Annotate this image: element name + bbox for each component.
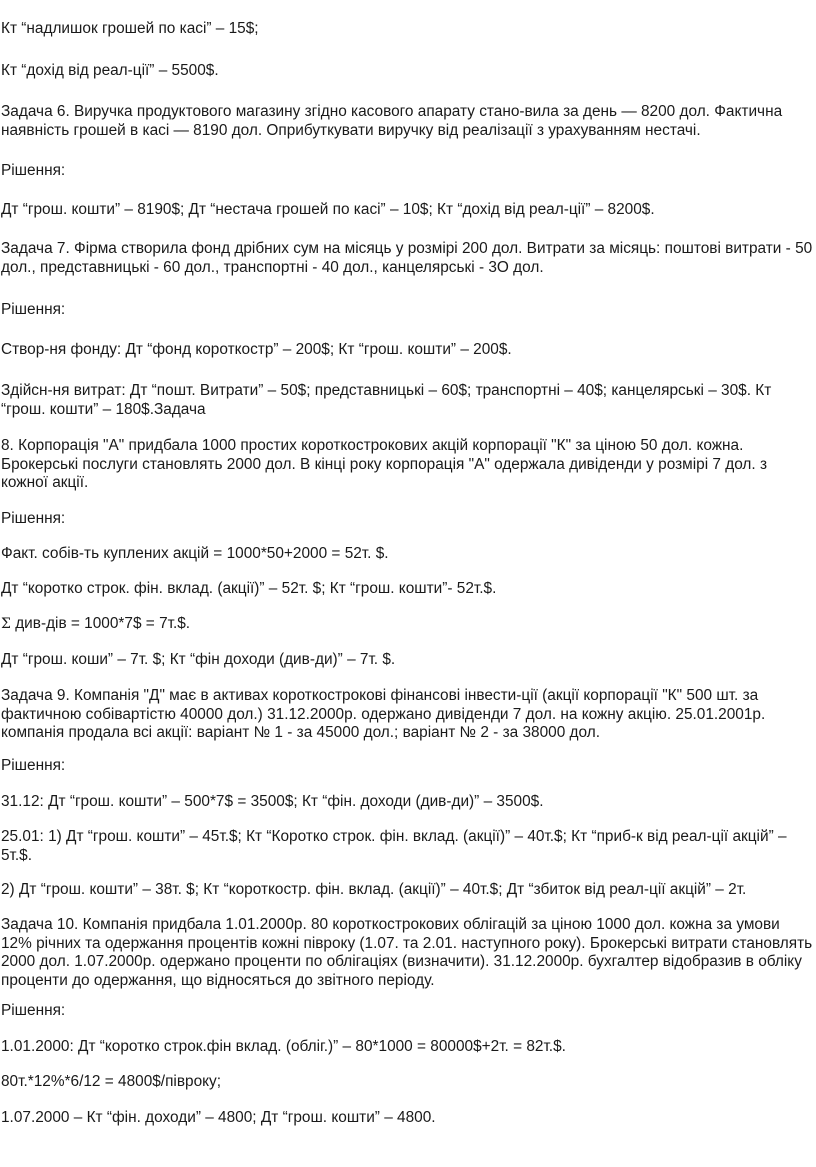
task-10-entry-1: 1.01.2000: Дт “коротко строк.фін вклад. (обліг.)” – 80*1000 = 80000$+2т. = 82т.$. xyxy=(1,1038,566,1055)
solution-label: Рішення: xyxy=(1,1002,66,1019)
task-8-entry-2: Дт “грош. коши” – 7т. $; Кт “фін доходи (див-ди)” – 7т. $. xyxy=(1,651,396,668)
task-9-entry-3: 2) Дт “грош. кошти” – 38т. $; Кт “короткостр. фін. вклад. (акції)” – 40т.$; Дт “збиток від реал-ції акцій” – 2т. xyxy=(1,881,747,898)
task-10-entry-3: 1.07.2000 – Кт “фін. доходи” – 4800; Дт “грош. кошти” – 4800. xyxy=(1,1109,436,1126)
solution-label: Рішення: xyxy=(1,510,66,527)
task-6-solution: Дт “грош. кошти” – 8190$; Дт “нестача грошей по касі” – 10$; Кт “дохід від реал-ції” – 8200$. xyxy=(1,201,655,218)
task-9-text: Задача 9. Компанія "Д" має в активах короткострокові фінансові інвести-ції (акції корпорації "К" 500 шт. за фактичною собівартістю 40000 дол.) 31.12.2000р. одержано дивіденди 7 дол. на кожну акцію. 25.01.2001р. компанія продала всі акції: варіант № 1 - за 45000 дол.; варіант № 2 - за 38000 дол. xyxy=(1,687,766,741)
task-9-entry-2: 25.01: 1) Дт “грош. кошти” – 45т.$; Кт “Коротко строк. фін. вклад. (акції)” – 40т.$; Кт “приб-к від реал-ції акцій” – 5т.$. xyxy=(1,828,787,864)
task-8-text: 8. Корпорація "А" придбала 1000 простих короткострокових акцій корпорації "К" за ціною 50 дол. кожна. Брокерські послуги становлять 2000 дол. В кінці року корпорація "А" одержала дивіденди у розмірі 7 дол. з кожної акції. xyxy=(1,437,768,491)
task-9-entry-1: 31.12: Дт “грош. кошти” – 500*7$ = 3500$; Кт “фін. доходи (див-ди)” – 3500$. xyxy=(1,793,544,810)
task-8-cost: Факт. собів-ть куплених акцій = 1000*50+2000 = 52т. $. xyxy=(1,545,389,562)
task-7-solution-fund: Створ-ня фонду: Дт “фонд короткостр” – 200$; Кт “грош. кошти” – 200$. xyxy=(1,341,512,358)
task-10-text: Задача 10. Компанія придбала 1.01.2000р. 80 короткострокових облігацій за ціною 1000 дол. кожна за умови 12% річних та одержання процентів кожні півроку (1.07. та 2.01. наступного року). Брокерські витрати становлять 2000 дол. 1.07.2000р. одержано проценти по облігаціях (визначити). 31.12.2000р. бухгалтер відобразив в обліку проценти до одержання, що відносяться до звітного періоду. xyxy=(1,916,813,989)
solution-label: Рішення: xyxy=(1,162,66,179)
solution-label: Рішення: xyxy=(1,757,66,774)
sum-symbol: Σ xyxy=(1,616,11,632)
task-7-solution-expenses: Здійсн-ня витрат: Дт “пошт. Витрати” – 50$; представницькі – 60$; транспортні – 40$; канцелярські – 30$. Кт “грош. кошти” – 180$.Задача xyxy=(1,382,772,418)
task-7-text: Задача 7. Фірма створила фонд дрібних сум на місяць у розмірі 200 дол. Витрати за місяць: поштові витрати - 50 дол., представницькі - 60 дол., транспортні - 40 дол., канцелярські - 3О дол. xyxy=(1,240,813,276)
task-8-entry-1: Дт “коротко строк. фін. вклад. (акції)” – 52т. $; Кт “грош. кошти”- 52т.$. xyxy=(1,580,497,597)
task-10-entry-2: 80т.*12%*6/12 = 4800$/півроку; xyxy=(1,1073,222,1090)
solution-label: Рішення: xyxy=(1,301,66,318)
paragraph-1: Кт “надлишок грошей по касі” – 15$; xyxy=(1,20,259,37)
paragraph-2: Кт “дохід від реал-ції” – 5500$. xyxy=(1,62,219,79)
task-6-text: Задача 6. Виручка продуктового магазину згідно касового апарату стано-вила за день — 8200 дол. Фактична наявність грошей в касі — 8190 дол. Оприбуткувати виручку від реалізації з урахуванням нестачі. xyxy=(1,103,783,139)
task-8-dividends: Σ див-дів = 1000*7$ = 7т.$. xyxy=(1,615,191,632)
